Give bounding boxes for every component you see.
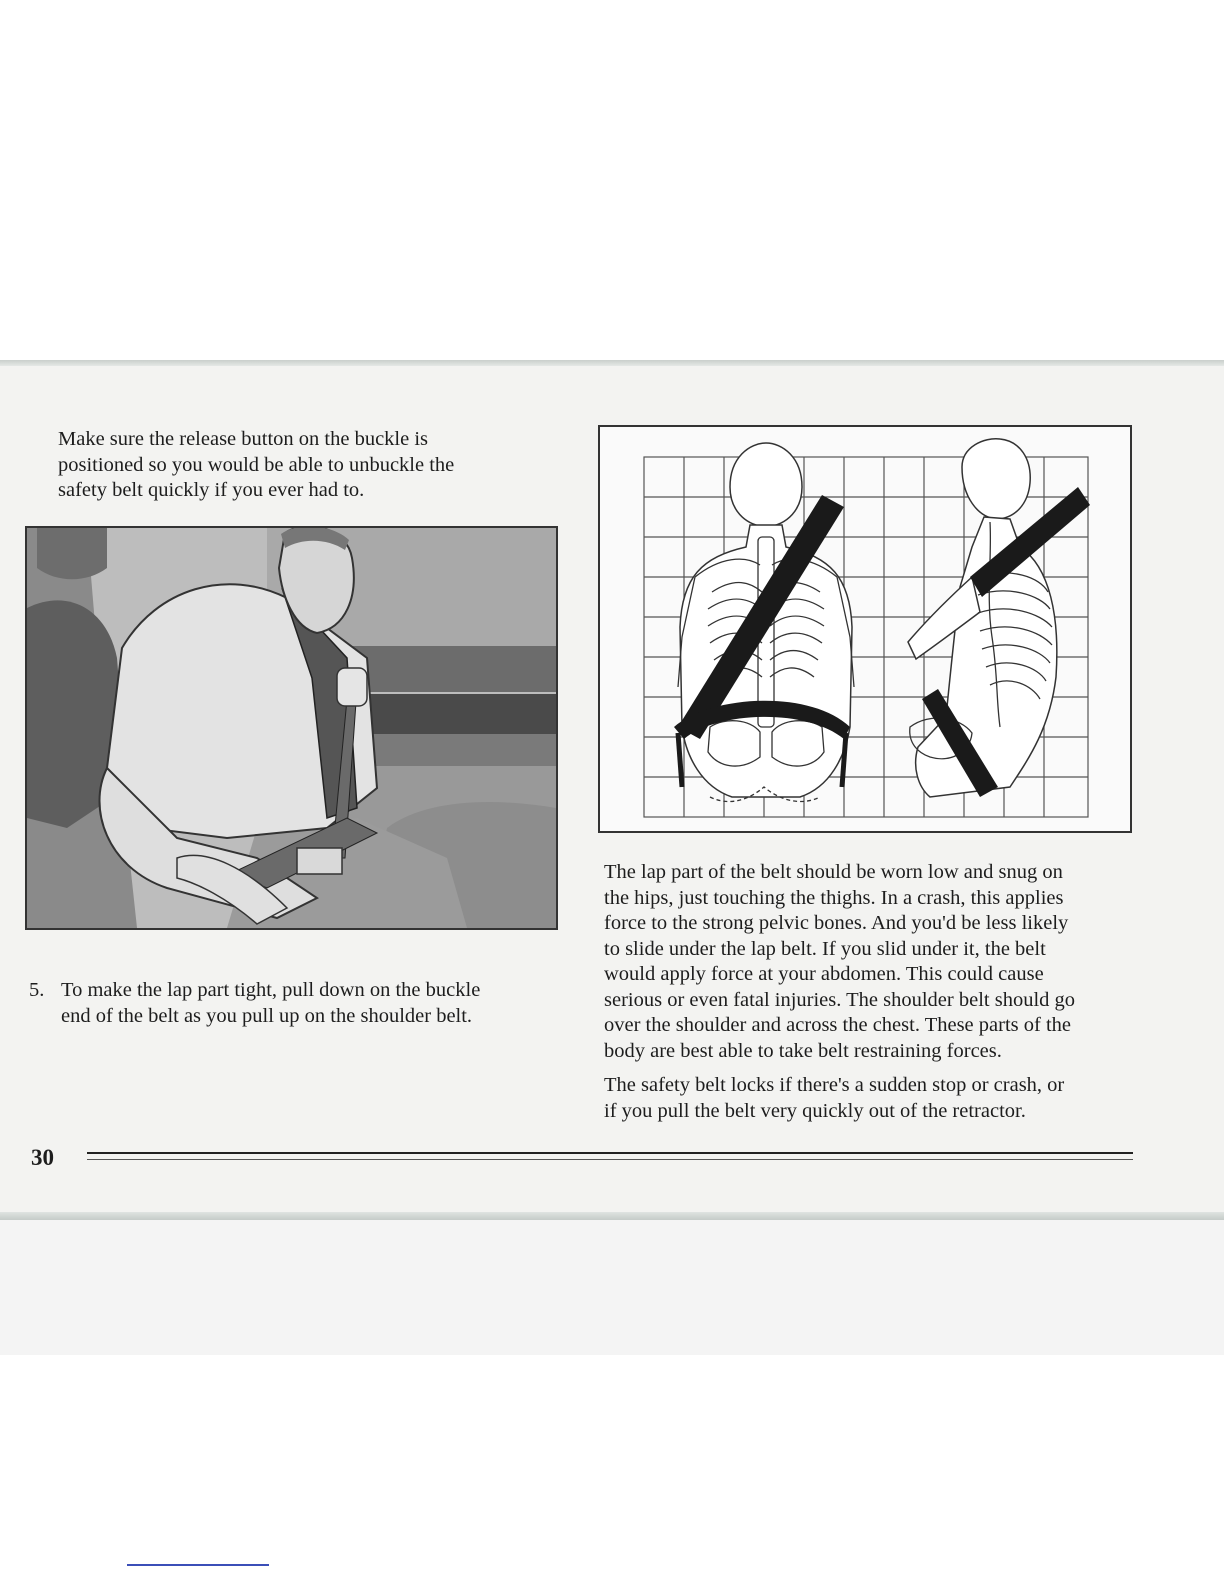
text-line: positioned so you would be able to unbuckle the [58, 453, 455, 476]
page-number: 30 [31, 1145, 54, 1170]
text-line: To make the lap part tight, pull down on the buckle [61, 979, 481, 1001]
lap-belt-paragraph [604, 860, 1134, 1064]
text-line: force to the strong pelvic bones. And you'd be less likely [604, 912, 1069, 934]
link-underline[interactable] [127, 1564, 269, 1566]
text-line: to slide under the lap belt. If you slid under it, the belt [604, 937, 1046, 960]
belt-placement-skeleton-diagram [598, 425, 1132, 833]
footer-rule [87, 1152, 1133, 1154]
text-line: Make sure the release button on the buckle is [58, 428, 429, 450]
step-5-paragraph [29, 978, 549, 1029]
text-line: The safety belt locks if there's a sudden stop or crash, or [604, 1074, 1065, 1096]
footer-rule-thin [87, 1159, 1133, 1160]
below-page-area [0, 1220, 1224, 1355]
text-line: if you pull the belt very quickly out of the retractor. [604, 1099, 1026, 1122]
text-line: the hips, just touching the thighs. In a crash, this applies [604, 886, 1064, 909]
belt-lock-paragraph [604, 1073, 1134, 1124]
text-line: end of the belt as you pull up on the shoulder belt. [61, 1004, 473, 1027]
text-line: safety belt quickly if you ever had to. [58, 479, 365, 501]
text-line: The lap part of the belt should be worn low and snug on [604, 861, 1063, 883]
text-line: body are best able to take belt restraining forces. [604, 1039, 1002, 1062]
text-line: would apply force at your abdomen. This could cause [604, 963, 1044, 985]
step-number: 5. [29, 979, 45, 1001]
page-bottom-edge [0, 1212, 1224, 1220]
driver-buckling-illustration [25, 526, 558, 930]
text-line: over the shoulder and across the chest. These parts of the [604, 1014, 1071, 1036]
text-line: serious or even fatal injuries. The shoulder belt should go [604, 988, 1076, 1011]
buckle-release-paragraph [58, 427, 528, 504]
